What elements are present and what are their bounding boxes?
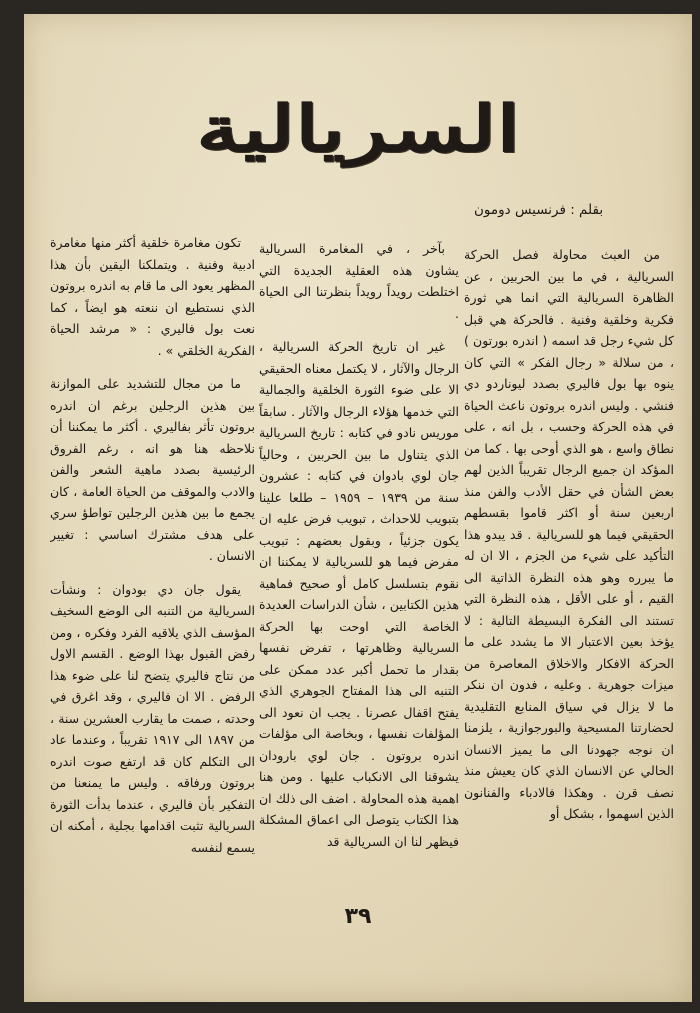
text-column-middle [259, 238, 459, 898]
author-byline: بقلم : فرنسيس دومون [474, 202, 604, 218]
article-title: السريالية [195, 92, 521, 167]
text-column-right [464, 244, 674, 904]
paragraph: غير ان تاريخ الحركة السريالية ، الرجال والآثار ، لا يكتمل معناه الحقيقي الا على ضوء الثورة الخلقية والجمالية التي خدمها هؤلاء الرجال والآثار . سابقاً موريس نادو في كتابه : تاريخ السريالية الذي يتناول ما بين الحربين ، وحالياً جان لوي بادوان في كتابه : عشرون سنة من ١٩٣٩ – ١٩٥٩ – طلعا علينا بتبويب للاحداث ، تبويب فرض عليه ان يكون جزئياً ، وبقول بعضهم : تبويب مفرض فيما هو للسريالية لا يمكننا ان نقوم بتسلسل كامل أو صحيح فماهية هذين الكتابين ، شأن الدراسات العديدة الخاصة التي اوحت بها الحركة السريالية وظاهرتها ، تفرض نفسها بقدار ما تحمل أكبر عدد ممكن على التنبه الى هذا المفتاح الجوهري الذي يفتح اقفال عصرنا . يجب ان نعود الى المؤلفات نفسها ، وبخاصة الى مؤلفات اندره بروتون . جان لوي بارودان يشوقنا الى الانكباب عليها . ومن هنا اهمية هذه المحاولة . اضف الى ذلك ان هذا الكتاب يتوصل الى اعماق المشكلة فيظهر لنا ان السريالية قد [259, 339, 459, 849]
magazine-page [24, 14, 692, 1002]
paragraph: بآخر ، في المغامرة السريالية يشاون هذه العقلية الجديدة التي اختلطت رويداً رويداً بنظرتنا الى الحياة . [259, 241, 459, 321]
paragraph: تكون مغامرة خلقية أكثر منها مغامرة ادبية وفنية . ويتملكنا اليقين بأن هذا المظهر يعود الى ما قام به اندره بروتون الذي نستطيع ان ننعته هو ايضاً ، كما نعت بول فاليري : « مرشد الحياة الفكرية الخلقي » . [50, 235, 255, 358]
paragraph: ما من مجال للتشديد على الموازنة بين هذين الرجلين برغم ان اندره بروتون تأثر بفاليري . أكثر ما يمكننا أن نلاحظه هنا هو انه ، رغم الفروق الرئيسية بصدد ماهية الشعر والفن والادب والموقف من الحياة العامة ، كان يجمع ما بين هذين الرجلين تواطؤ سري على هدف مشترك اساسي : تغيير الانسان . [50, 376, 255, 563]
page-number: ٣٩ [344, 904, 372, 929]
paragraph: من العبث محاولة فصل الحركة السريالية ، في ما بين الحربين ، عن الظاهرة السريالية التي انما هي ثورة فكرية وخلقية وفنية . فالحركة هي قبل كل شيء رجل قد اسمه ( اندره بورتون ) ، من سلالة « رجال الفكر » التي كان ينوه بها بول فاليري بصدد ليوناردو دي فنشي . وليس اندره بروتون ناعث الحياة في هذه الحركة وحسب ، بل انه ، على نطاق واسع ، هو الذي أوحى بها . كما من المؤكد ان جميع الرجال تقريباً الذين لهم بعض الشأن في حقل الأدب والفن منذ اربعين سنة أو اكثر قاموا بقسطهم الحقيقي فيما هو للسريالية . قد يبدو هذا التأكيد على شيء من الجزم ، الا ان له ما يبرره وهو هذه النظرة الذاتية الى القيم ، أو على الأقل ، هذه النظرة التي تستند الى الفكرة البسيطة التالية : لا يؤخذ بعين الاعتبار الا ما يشدد على ما الحركة الافكار والاخلاق المعاصرة من ميزات جوهرية . وعليه ، فدون ان ننكر ما لا يزال في سياق المنابع التقليدية لحضارتنا المسيحية والبورجوازية ، يلزمنا ان نوجه جهودنا الى ما يميز الانسان الحالي عن الانسان الذي كان يعيش منذ نصف قرن . وهكذا فالادباء والفنانون الذين اسهموا ، بشكل أو [464, 247, 674, 821]
paragraph: يقول جان دي بودوان : ونشأت السريالية من التنبه الى الوضع السخيف المؤسف الذي يلاقيه الفرد وفكره ، ومن رفض القبول بهذا الوضع . القسم الاول من نتاج فاليري يتضح لنا على ضوء هذا الرفض . الا ان فاليري ، وقد اغرق في وحدته ، صمت ما يقارب العشرين سنة ، من ١٨٩٧ الى ١٩١٧ تقريباً ، وعندما عاد الى التكلم كان قد ارتفع صوت اندره بروتون ورفاقه . وليس ما يمنعنا من التفكير بأن فاليري ، عندما بدأت الثورة السريالية تثبت اقدامها بجلية ، أمكنه ان يسمع لنفسه [50, 581, 255, 855]
title-area [24, 82, 692, 177]
text-column-left [50, 232, 255, 912]
